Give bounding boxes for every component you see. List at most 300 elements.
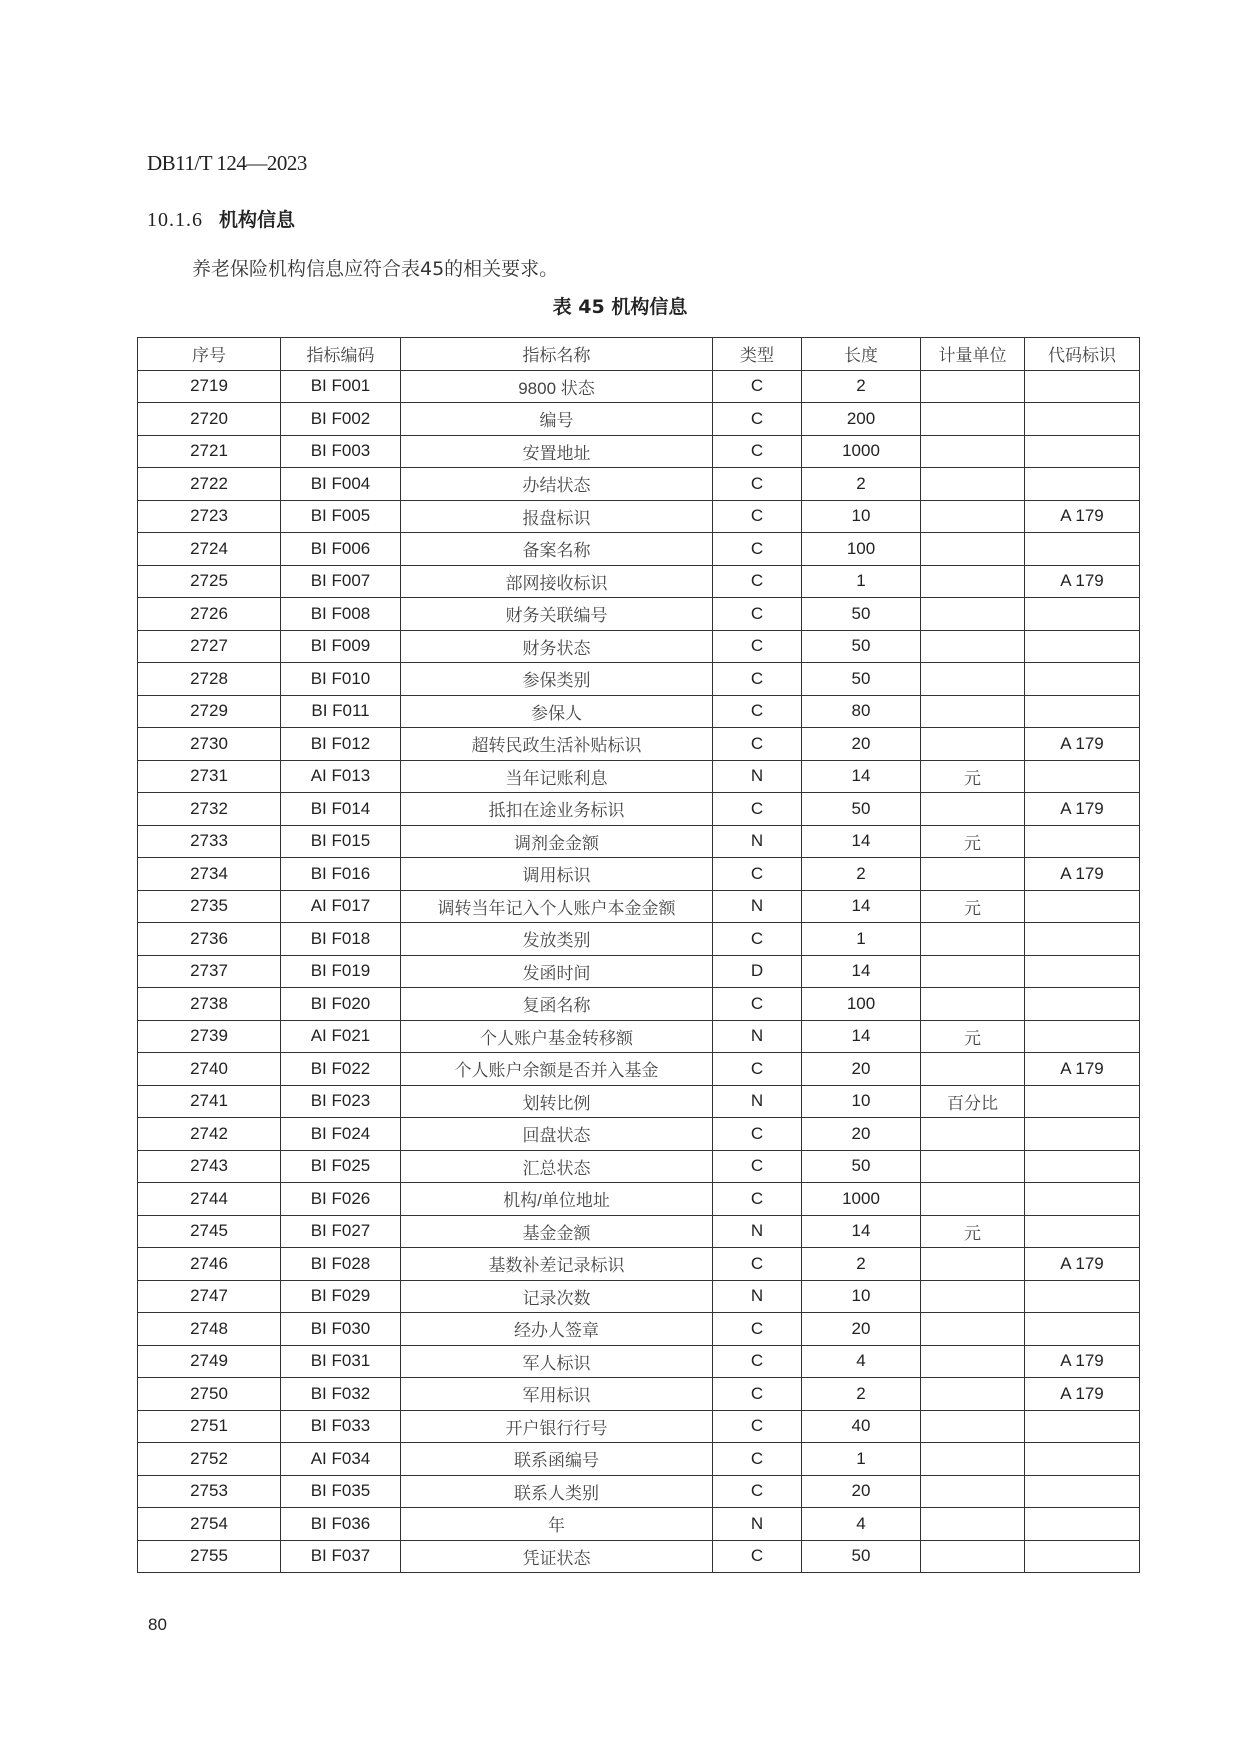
table-cell: BI F024 [281,1118,401,1151]
table-cell: 2724 [138,533,281,566]
table-cell: C [713,403,802,436]
table-cell: 当年记账利息 [401,760,713,793]
table-cell [921,598,1025,631]
table-cell [1025,1475,1140,1508]
table-cell: 元 [921,890,1025,923]
table-cell: 2752 [138,1443,281,1476]
table-row [138,1020,1140,1053]
table-row [138,890,1140,923]
table-row [138,695,1140,728]
table-cell: BI F035 [281,1475,401,1508]
table-cell [1025,1280,1140,1313]
table-cell: BI F028 [281,1248,401,1281]
table-cell: C [713,1150,802,1183]
table-cell [921,858,1025,891]
table-cell [1025,1410,1140,1443]
table-row [138,825,1140,858]
table-cell: C [713,1540,802,1573]
table-cell: 汇总状态 [401,1150,713,1183]
table-cell: A 179 [1025,565,1140,598]
table-cell: 2731 [138,760,281,793]
table-cell: C [713,793,802,826]
table-cell [1025,695,1140,728]
table-cell: N [713,760,802,793]
table-cell [921,663,1025,696]
table-cell [1025,825,1140,858]
table-cell: 2739 [138,1020,281,1053]
table-row [138,598,1140,631]
table-cell: 2 [802,1248,921,1281]
column-header: 计量单位 [921,338,1025,371]
table-cell: 凭证状态 [401,1540,713,1573]
table-cell: 百分比 [921,1085,1025,1118]
table-cell: C [713,923,802,956]
body-paragraph: 养老保险机构信息应符合表45的相关要求。 [192,258,559,280]
table-cell: AI F017 [281,890,401,923]
table-cell [921,1280,1025,1313]
table-cell: 开户银行行号 [401,1410,713,1443]
table-cell [921,728,1025,761]
table-cell: BI F015 [281,825,401,858]
table-cell: 200 [802,403,921,436]
table-cell: BI F032 [281,1378,401,1411]
table-cell: 参保类别 [401,663,713,696]
table-row [138,468,1140,501]
table-cell: 9800 状态 [401,370,713,403]
table-cell: 2728 [138,663,281,696]
table-cell: C [713,858,802,891]
table-cell: A 179 [1025,858,1140,891]
table-cell: 20 [802,1313,921,1346]
table-row [138,955,1140,988]
table-cell: 2742 [138,1118,281,1151]
table-cell [921,1150,1025,1183]
table-cell: 20 [802,1118,921,1151]
table-cell: N [713,825,802,858]
table-cell: 1000 [802,435,921,468]
table-cell: BI F019 [281,955,401,988]
table-cell [1025,988,1140,1021]
table-row [138,370,1140,403]
table-cell: C [713,500,802,533]
table-cell [921,1248,1025,1281]
table-cell: 发放类别 [401,923,713,956]
table-row [138,923,1140,956]
section-number: 10.1.6 [147,209,203,231]
table-row [138,1540,1140,1573]
table-cell [1025,370,1140,403]
table-cell [921,1118,1025,1151]
table-cell: 超转民政生活补贴标识 [401,728,713,761]
table-cell: BI F009 [281,630,401,663]
table-cell: 2750 [138,1378,281,1411]
table-row [138,565,1140,598]
table-row [138,858,1140,891]
table-cell: BI F036 [281,1508,401,1541]
table-cell: 2726 [138,598,281,631]
table-cell: BI F031 [281,1345,401,1378]
table-cell [921,1345,1025,1378]
table-cell: 2729 [138,695,281,728]
table-cell: 2738 [138,988,281,1021]
table-cell: 个人账户余额是否并入基金 [401,1053,713,1086]
table-cell: 100 [802,988,921,1021]
table-cell: 2743 [138,1150,281,1183]
table-cell: 50 [802,793,921,826]
table-cell [921,500,1025,533]
table-cell: 14 [802,825,921,858]
table-cell: 编号 [401,403,713,436]
table-row [138,1183,1140,1216]
table-cell [921,403,1025,436]
table-cell [921,1475,1025,1508]
table-cell: BI F020 [281,988,401,1021]
table-cell: BI F025 [281,1150,401,1183]
table-cell: C [713,1183,802,1216]
table-cell: BI F001 [281,370,401,403]
table-cell: 1 [802,923,921,956]
table-cell: 2736 [138,923,281,956]
table-cell [1025,1540,1140,1573]
table-cell [1025,1118,1140,1151]
table-cell: 个人账户基金转移额 [401,1020,713,1053]
table-row [138,403,1140,436]
table-cell: 调用标识 [401,858,713,891]
table-cell: 2753 [138,1475,281,1508]
table-cell: A 179 [1025,500,1140,533]
table-cell [1025,1183,1140,1216]
table-cell [1025,890,1140,923]
table-cell [1025,1150,1140,1183]
table-cell [921,1540,1025,1573]
table-cell: BI F011 [281,695,401,728]
table-cell: BI F008 [281,598,401,631]
table-cell [921,1410,1025,1443]
table-cell: 4 [802,1508,921,1541]
table-cell: A 179 [1025,793,1140,826]
table-cell: 安置地址 [401,435,713,468]
table-cell [1025,663,1140,696]
table-row [138,1150,1140,1183]
table-cell: 财务关联编号 [401,598,713,631]
table-cell: C [713,533,802,566]
table-cell: BI F018 [281,923,401,956]
table-cell: C [713,1475,802,1508]
table-cell: 100 [802,533,921,566]
table-cell: N [713,1085,802,1118]
table-cell: 调剂金金额 [401,825,713,858]
table-cell: 10 [802,1085,921,1118]
table-cell: C [713,435,802,468]
table-row [138,1345,1140,1378]
table-cell: 50 [802,663,921,696]
table-cell [1025,1215,1140,1248]
table-cell: 备案名称 [401,533,713,566]
column-header: 序号 [138,338,281,371]
table-cell: C [713,988,802,1021]
table-cell [1025,760,1140,793]
table-cell: 2733 [138,825,281,858]
table-cell: N [713,1020,802,1053]
table-cell: N [713,1215,802,1248]
table-row [138,988,1140,1021]
table-row [138,1410,1140,1443]
table-cell: BI F022 [281,1053,401,1086]
table-cell: 20 [802,728,921,761]
table-row [138,793,1140,826]
table-cell: 10 [802,1280,921,1313]
table-cell: C [713,1378,802,1411]
table-cell [921,923,1025,956]
institution-info-table [137,337,1140,1573]
table-cell: 参保人 [401,695,713,728]
table-row [138,663,1140,696]
table-cell: A 179 [1025,1053,1140,1086]
table-cell [1025,1508,1140,1541]
table-cell: C [713,1118,802,1151]
table-cell: BI F005 [281,500,401,533]
table-cell: BI F010 [281,663,401,696]
table-cell: D [713,955,802,988]
table-cell: 2744 [138,1183,281,1216]
table-cell: 2 [802,858,921,891]
table-cell [921,955,1025,988]
table-cell: A 179 [1025,1378,1140,1411]
table-cell [921,1053,1025,1086]
table-cell: N [713,1280,802,1313]
table-cell [1025,955,1140,988]
table-cell: 元 [921,1215,1025,1248]
table-row [138,1508,1140,1541]
section-title: 机构信息 [219,209,296,231]
table-cell: C [713,630,802,663]
table-cell: 2748 [138,1313,281,1346]
table-cell: BI F002 [281,403,401,436]
table-cell: 2730 [138,728,281,761]
column-header: 指标编码 [281,338,401,371]
table-cell: 2754 [138,1508,281,1541]
table-cell [921,793,1025,826]
table-cell: N [713,1508,802,1541]
column-header: 指标名称 [401,338,713,371]
table-cell [921,468,1025,501]
table-row [138,1313,1140,1346]
table-cell: BI F029 [281,1280,401,1313]
table-cell: 2721 [138,435,281,468]
table-cell: BI F007 [281,565,401,598]
table-cell: 14 [802,955,921,988]
table-cell: 元 [921,1020,1025,1053]
table-cell: 2732 [138,793,281,826]
table-cell: 14 [802,1215,921,1248]
table-row [138,533,1140,566]
table-row [138,1280,1140,1313]
table-cell: 基金金额 [401,1215,713,1248]
table-cell [1025,598,1140,631]
table-cell: AI F021 [281,1020,401,1053]
table-cell: 2 [802,1378,921,1411]
table-cell: 2722 [138,468,281,501]
table-cell [921,988,1025,1021]
table-row [138,1085,1140,1118]
table-cell [921,1508,1025,1541]
table-cell: 2735 [138,890,281,923]
table-cell: 2723 [138,500,281,533]
table-row [138,1443,1140,1476]
table-cell: 1 [802,1443,921,1476]
table-cell: 2755 [138,1540,281,1573]
table-cell: 2749 [138,1345,281,1378]
table-cell: BI F006 [281,533,401,566]
table-row [138,1378,1140,1411]
table-cell: 部网接收标识 [401,565,713,598]
table-cell: AI F013 [281,760,401,793]
table-cell: 年 [401,1508,713,1541]
table-cell: 20 [802,1053,921,1086]
table-cell: 1 [802,565,921,598]
table-cell: 50 [802,598,921,631]
document-id: DB11/T 124—2023 [147,151,307,175]
table-cell: 联系人类别 [401,1475,713,1508]
table-cell: 元 [921,825,1025,858]
table-cell: BI F033 [281,1410,401,1443]
table-cell: 2746 [138,1248,281,1281]
table-cell: BI F026 [281,1183,401,1216]
table-cell [921,1313,1025,1346]
table-cell: C [713,695,802,728]
table-cell [921,565,1025,598]
table-cell: 发函时间 [401,955,713,988]
table-cell: AI F034 [281,1443,401,1476]
table-cell: 2720 [138,403,281,436]
page-number: 80 [148,1615,167,1634]
table-cell: 办结状态 [401,468,713,501]
table-cell: 2745 [138,1215,281,1248]
table-cell [1025,533,1140,566]
table-row [138,435,1140,468]
table-cell: 2751 [138,1410,281,1443]
table-cell: 2 [802,468,921,501]
table-cell: 元 [921,760,1025,793]
table-cell: 14 [802,760,921,793]
table-cell: 50 [802,630,921,663]
table-cell: 调转当年记入个人账户本金金额 [401,890,713,923]
table-caption: 表 45 机构信息 [552,296,688,318]
table-cell: 2725 [138,565,281,598]
table-cell: 联系函编号 [401,1443,713,1476]
table-cell: 10 [802,500,921,533]
table-row [138,1118,1140,1151]
table-row [138,1475,1140,1508]
table-cell: 14 [802,1020,921,1053]
table-cell: C [713,1053,802,1086]
table-cell: A 179 [1025,1248,1140,1281]
table-cell: 14 [802,890,921,923]
table-cell [1025,403,1140,436]
table-cell: 基数补差记录标识 [401,1248,713,1281]
table-cell [1025,1085,1140,1118]
table-cell: 20 [802,1475,921,1508]
column-header: 类型 [713,338,802,371]
table-cell [1025,468,1140,501]
table-cell [1025,435,1140,468]
table-cell: C [713,598,802,631]
table-cell [921,1183,1025,1216]
table-cell: C [713,468,802,501]
table-cell: 记录次数 [401,1280,713,1313]
table-cell: 2719 [138,370,281,403]
table-cell: BI F030 [281,1313,401,1346]
table-cell: 50 [802,1540,921,1573]
table-cell [921,533,1025,566]
table-cell [921,1378,1025,1411]
table-cell: C [713,663,802,696]
table-cell: 复函名称 [401,988,713,1021]
table-cell: C [713,1345,802,1378]
table-cell: 80 [802,695,921,728]
table-cell: BI F012 [281,728,401,761]
table-cell: 划转比例 [401,1085,713,1118]
table-cell: C [713,1410,802,1443]
table-cell: BI F037 [281,1540,401,1573]
table-cell: 2747 [138,1280,281,1313]
table-cell [921,435,1025,468]
table-cell: BI F016 [281,858,401,891]
table-cell: 50 [802,1150,921,1183]
table-cell: 经办人签章 [401,1313,713,1346]
table-cell: 机构/单位地址 [401,1183,713,1216]
table-header-row [138,338,1140,371]
table-cell [1025,1313,1140,1346]
column-header: 代码标识 [1025,338,1140,371]
table-cell: C [713,1248,802,1281]
table-cell [921,370,1025,403]
table-cell: A 179 [1025,728,1140,761]
table-row [138,630,1140,663]
table-cell: BI F023 [281,1085,401,1118]
table-cell: 4 [802,1345,921,1378]
table-cell: 财务状态 [401,630,713,663]
table-cell: A 179 [1025,1345,1140,1378]
table-cell: C [713,565,802,598]
table-cell: 2734 [138,858,281,891]
table-cell [1025,1020,1140,1053]
table-cell: 2727 [138,630,281,663]
section-heading [147,205,295,232]
table-cell: 报盘标识 [401,500,713,533]
table-cell: 抵扣在途业务标识 [401,793,713,826]
table-row [138,1215,1140,1248]
table-row [138,1053,1140,1086]
table-cell [921,695,1025,728]
table-cell [921,1443,1025,1476]
table-cell: C [713,1443,802,1476]
table-cell: 军用标识 [401,1378,713,1411]
table-row [138,728,1140,761]
table-cell: 2737 [138,955,281,988]
table-cell: BI F014 [281,793,401,826]
table-cell: N [713,890,802,923]
table-cell: 40 [802,1410,921,1443]
table-cell: BI F027 [281,1215,401,1248]
table-cell: 2741 [138,1085,281,1118]
table-cell: 回盘状态 [401,1118,713,1151]
table-cell: BI F004 [281,468,401,501]
table-cell: BI F003 [281,435,401,468]
table-cell: 2740 [138,1053,281,1086]
table-cell [921,630,1025,663]
table-cell: 1000 [802,1183,921,1216]
